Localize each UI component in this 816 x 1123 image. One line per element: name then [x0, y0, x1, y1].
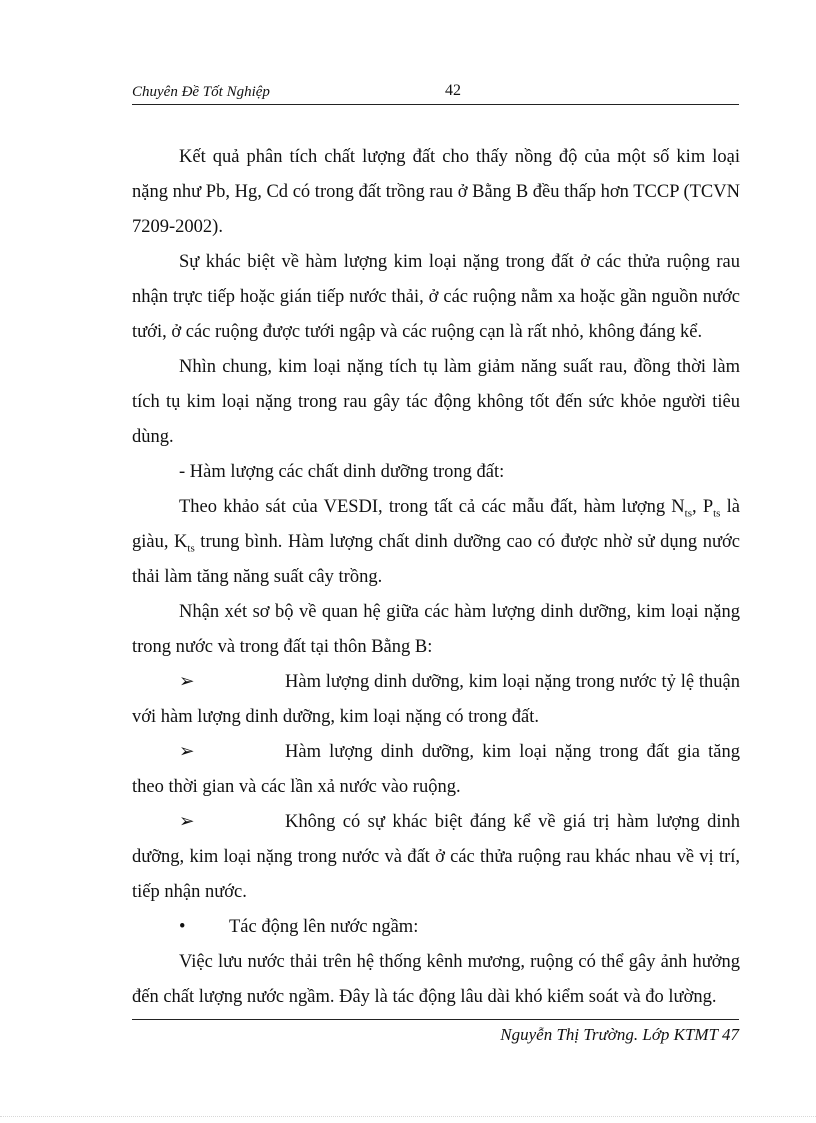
paragraph-soil-analysis: Kết quả phân tích chất lượng đất cho thấy nồng độ của một số kim loại nặng như Pb, Hg, Cd có trong đất trồng rau ở Bằng B đều thấp hơn TCCP (TCVN 7209-2002).: [132, 147, 740, 237]
arrow-list-item: [132, 805, 740, 910]
subscript-ts: ts: [713, 507, 721, 520]
arrow-bullet-icon: ➢: [179, 812, 195, 832]
arrow-list-item: [132, 665, 740, 735]
paragraph-general-effect: Nhìn chung, kim loại nặng tích tụ làm giảm năng suất rau, đồng thời làm tích tụ kim loại nặng trong rau gây tác động không tốt đến sức khỏe người tiêu dùng.: [132, 357, 740, 447]
page-bottom-divider: [0, 1116, 816, 1117]
paragraph-nutrient-heading: - Hàm lượng các chất dinh dưỡng trong đất:: [179, 462, 505, 482]
arrow-list-item: [132, 735, 740, 805]
paragraph-preliminary-remarks: Nhận xét sơ bộ về quan hệ giữa các hàm lượng dinh dưỡng, kim loại nặng trong nước và trong đất tại thôn Bằng B:: [132, 602, 740, 657]
arrow-item-text: Hàm lượng dinh dưỡng, kim loại nặng trong nước tỷ lệ thuận với hàm lượng dinh dưỡng, kim loại nặng có trong đất.: [132, 672, 740, 727]
bullet-list-item: [132, 910, 740, 945]
text-segment: Theo khảo sát của VESDI, trong tất cả các mẫu đất, hàm lượng N: [179, 497, 685, 517]
bullet-item-text: Tác động lên nước ngầm:: [229, 917, 419, 937]
header-title: Chuyên Đề Tốt Nghiệp: [132, 84, 270, 100]
footer-author-class: Nguyễn Thị Trường. Lớp KTMT 47: [500, 1025, 739, 1044]
document-body: [132, 140, 740, 1015]
text-segment: là giàu, K: [132, 497, 741, 552]
arrow-item-text: Hàm lượng dinh dưỡng, kim loại nặng trong đất gia tăng theo thời gian và các lần xả nước vào ruộng.: [132, 742, 740, 797]
page-number: 42: [445, 82, 461, 99]
subscript-ts: ts: [187, 542, 195, 555]
text-segment: , P: [692, 497, 714, 517]
arrow-bullet-icon: ➢: [179, 672, 195, 692]
page-footer: [132, 1019, 739, 1045]
subscript-ts: ts: [684, 507, 693, 520]
paragraph-heavy-metal-difference: Sự khác biệt về hàm lượng kim loại nặng trong đất ở các thửa ruộng rau nhận trực tiếp hoặc gián tiếp nước thải, ở các ruộng nằm xa hoặc gần nguồn nước tưới, ở các ruộng được tưới ngập và các ruộng cạn là rất nhỏ, không đáng kể.: [132, 252, 740, 342]
paragraph-groundwater-impact: Việc lưu nước thải trên hệ thống kênh mương, ruộng có thể gây ảnh hưởng đến chất lượng nước ngầm. Đây là tác động lâu dài khó kiểm soát và đo lường.: [132, 952, 740, 1007]
page-header: [132, 80, 739, 105]
arrow-item-text: Không có sự khác biệt đáng kể về giá trị hàm lượng dinh dưỡng, kim loại nặng trong nước và đất ở các thửa ruộng rau khác nhau về vị trí, tiếp nhận nước.: [132, 812, 740, 902]
paragraph-vesdi-survey: [132, 490, 740, 595]
arrow-bullet-icon: ➢: [179, 742, 195, 762]
text-segment: trung bình. Hàm lượng chất dinh dưỡng cao có được nhờ sử dụng nước thải làm tăng năng suất cây trồng.: [132, 532, 740, 587]
bullet-dot-icon: •: [179, 917, 186, 937]
